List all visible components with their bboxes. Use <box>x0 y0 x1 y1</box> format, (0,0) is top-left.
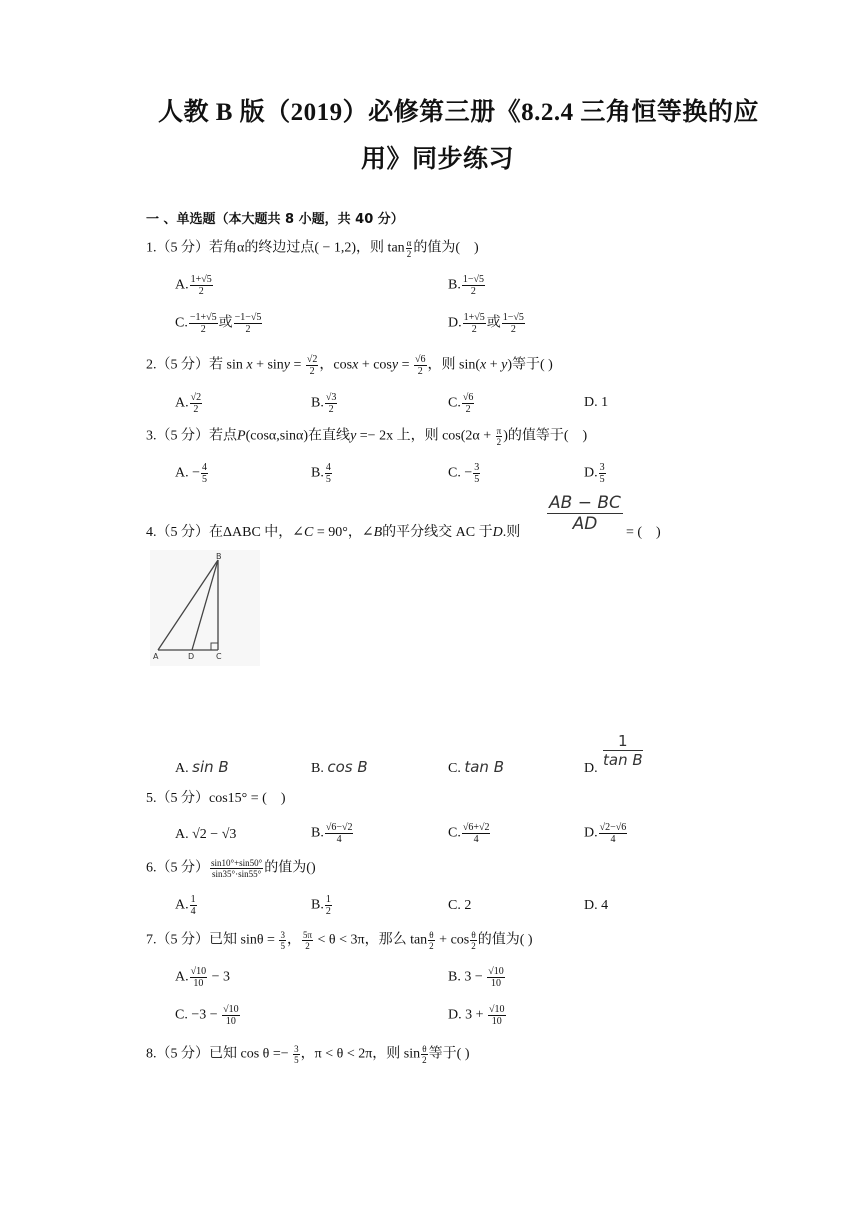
label-A: A <box>153 652 159 661</box>
page-title-line2: 用》同步练习 <box>361 146 515 173</box>
q6-option-b: B. $\frac{1}{2}$ <box>311 894 331 917</box>
question-7: 7.（5 分）已知 sinθ = $\frac{3}{5}$ ， $\frac{5\pi}{2}$ < θ < 3π，那么 tan $\frac{\theta}{2}$ + cos $\frac{\theta}{2}$ 的值为( ) <box>146 930 533 951</box>
q2-option-a: A. $\frac{√2}{2}$ <box>175 392 202 415</box>
q1-option-b: B. $\frac{1-√5}{2}$ <box>448 274 484 297</box>
q1-option-d: D. $\frac{1+√5}{2}$ 或 $\frac{1-√5}{2}$ <box>448 312 524 335</box>
q1-option-c: C. $\frac{-1+√5}{2}$ 或 $\frac{-1-√5}{2}$ <box>175 312 262 335</box>
q4-option-b: B. cos B <box>311 758 368 776</box>
q2-option-c: C. $\frac{√6}{2}$ <box>448 392 474 415</box>
q4-option-c: C. tan B <box>448 758 504 776</box>
q6-option-a: A. $\frac{1}{4}$ <box>175 894 196 917</box>
question-8: 8.（5 分）已知 cos θ =− $\frac{3}{5}$ ，π < θ < 2π，则 sin $\frac{\theta}{2}$ 等于( ) <box>146 1044 470 1065</box>
question-6: 6.（5 分） $\frac{\sin 10^\circ+\sin 50^\circ}{\sin 35^\circ\cdot\sin 55^\circ}$ 的值为() <box>146 858 316 879</box>
q4-option-d: 1 tan B <box>603 732 643 769</box>
q1-option-a: A. $\frac{1+√5}{2}$ <box>175 274 212 297</box>
triangle-figure <box>150 550 260 666</box>
label-D: D <box>188 652 195 661</box>
question-1: 1.（5 分）若角α的终边过点( − 1,2)，则 tan $\frac{\alpha}{2}$ 的值为( ) <box>146 238 479 259</box>
q5-option-d: D. $\frac{√2-√6}{4}$ <box>584 822 627 845</box>
q4-option-a: A. sin B <box>175 758 229 776</box>
q7-option-a: A. $\frac{√10}{10}$ − 3 <box>175 966 231 989</box>
q5-option-b: B. $\frac{√6-√2}{4}$ <box>311 822 353 845</box>
q2-option-b: B. $\frac{√3}{2}$ <box>311 392 337 415</box>
q5-option-c: C. $\frac{√6+√2}{4}$ <box>448 822 490 845</box>
q4-answer-blank: = ( ) <box>626 525 661 540</box>
q5-option-a: A. √2 − √3 <box>175 827 237 842</box>
q4-expression-image: AB − BC AD <box>549 493 621 534</box>
q6-option-c: C. 2 <box>448 898 472 913</box>
q7-option-c: C. −3 − $\frac{√10}{10}$ <box>175 1004 239 1027</box>
q7-option-b: B. 3 − $\frac{√10}{10}$ <box>448 966 504 989</box>
q7-option-d: D. 3 + $\frac{√10}{10}$ <box>448 1004 505 1027</box>
question-2: 2.（5 分）若 sin x + siny = $\frac{√2}{2}$ ，cosx + cosy = $\frac{√6}{2}$ ，则 sin(x + y)等于( ) <box>146 354 553 377</box>
question-5: 5.（5 分）cos15° = ( ) <box>146 791 286 806</box>
page-title-line1: 人教 B 版（2019）必修第三册《8.2.4 三角恒等换的应 <box>158 99 759 126</box>
question-4: 4.（5 分）在ΔABC 中，∠C = 90°，∠B的平分线交 AC 于D.则 <box>146 525 521 540</box>
q2-option-d: D. 1 <box>584 395 609 410</box>
label-B: B <box>216 552 222 561</box>
section-header: 一 、单选题（本大题共 8 小题，共 40 分） <box>146 212 404 227</box>
q3-option-a: A. − $\frac{4}{5}$ <box>175 462 208 485</box>
q3-option-b: B. $\frac{4}{5}$ <box>311 462 331 485</box>
label-C: C <box>216 652 222 661</box>
question-3: 3.（5 分）若点P(cosα,sinα)在直线y =− 2x 上，则 cos(2α + $\frac{\pi}{2}$ )的值等于( ) <box>146 426 588 447</box>
q6-option-d: D. 4 <box>584 898 609 913</box>
q4-option-d-label: D. <box>584 761 598 776</box>
q3-option-c: C. − $\frac{3}{5}$ <box>448 462 480 485</box>
q3-option-d: D. $\frac{3}{5}$ <box>584 462 605 485</box>
